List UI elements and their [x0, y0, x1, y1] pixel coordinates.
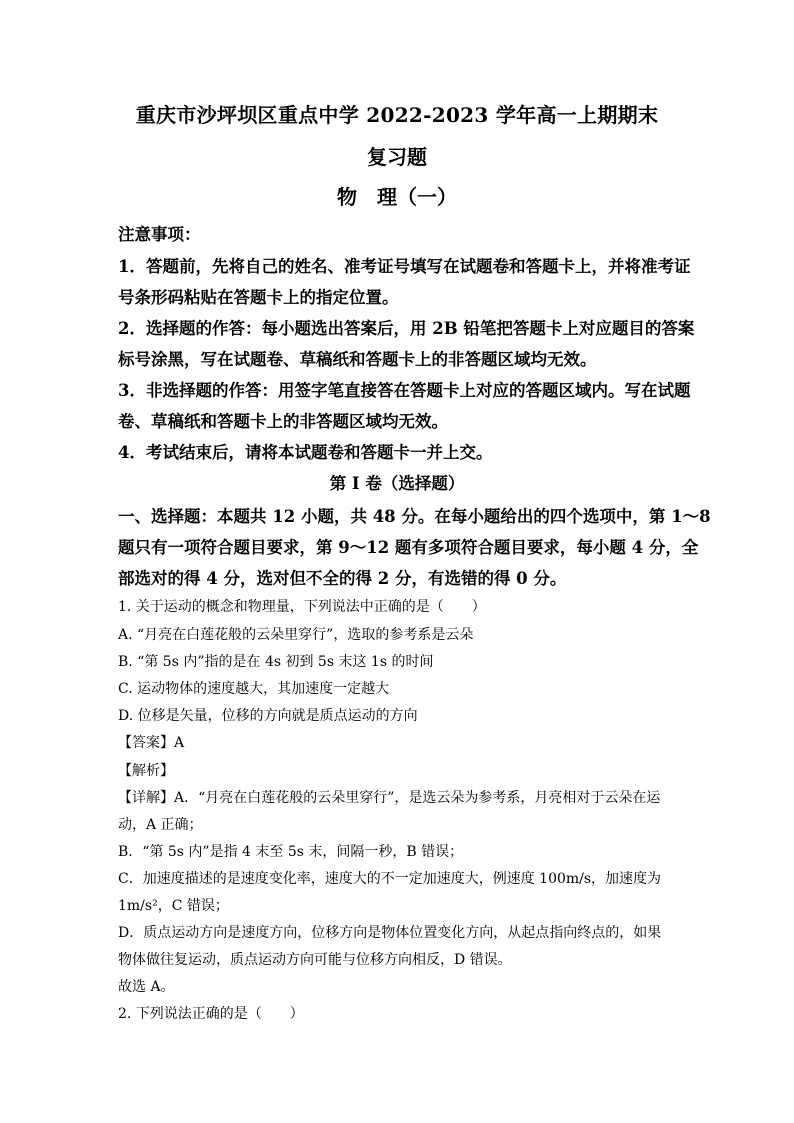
detail-line: 【详解】A．“月亮在白莲花般的云朵里穿行”，是选云朵为参考系，月亮相对于云朵在运	[118, 790, 661, 806]
notice-heading: 注意事项：	[118, 225, 201, 244]
question-1-option-b: B. “第 5s 内”指的是在 4s 初到 5s 末这 1s 的时间	[118, 654, 434, 670]
detail-line: C．加速度描述的是速度变化率，速度大的不一定加速度大，例速度 100m/s，加速度为	[118, 871, 662, 887]
notice-line: 1．答题前，先将自己的姓名、准考证号填写在试题卷和答题卡上，并将准考证	[118, 257, 691, 276]
notice-line: 2．选择题的作答：每小题选出答案后，用 2B 铅笔把答题卡上对应题目的答案	[118, 319, 695, 338]
subject-title: 物 理（一）	[337, 185, 457, 209]
question-1-option-d: D. 位移是矢量，位移的方向就是质点运动的方向	[118, 708, 418, 724]
section-instruction: 一、选择题：本题共 12 小题，共 48 分。在每小题给出的四个选项中，第 1～8	[118, 507, 711, 526]
detail-line: 故选 A。	[118, 979, 175, 995]
analysis-label: 【解析】	[118, 763, 174, 779]
exam-title: 重庆市沙坪坝区重点中学 2022-2023 学年高一上期期末	[135, 103, 659, 127]
exam-title-line2: 复习题	[367, 145, 427, 169]
question-1-option-a: A. “月亮在白莲花般的云朵里穿行”，选取的参考系是云朵	[118, 627, 474, 643]
notice-line: 卷、草稿纸和答题卡上的非答题区域均无效。	[118, 412, 448, 431]
notice-line: 3．非选择题的作答：用签字笔直接答在答题卡上对应的答题区域内。写在试题	[118, 381, 691, 400]
detail-line: 1m/s²，C 错误；	[118, 898, 229, 914]
section-instruction: 部选对的得 4 分，选对但不全的得 2 分，有选错的得 0 分。	[118, 569, 567, 588]
notice-line: 4．考试结束后，请将本试题卷和答题卡一并上交。	[118, 443, 493, 462]
detail-line: B．“第 5s 内”是指 4 末至 5s 末，间隔一秒，B 错误；	[118, 844, 464, 860]
notice-line: 号条形码粘贴在答题卡上的指定位置。	[118, 288, 399, 307]
detail-line: D．质点运动方向是速度方向，位移方向是物体位置变化方向，从起点指向终点的，如果	[118, 925, 662, 941]
answer-label: 【答案】A	[118, 735, 185, 751]
notice-line: 标号涂黑，写在试题卷、草稿纸和答题卡上的非答题区域均无效。	[118, 350, 597, 369]
detail-line: 动，A 正确；	[118, 817, 203, 833]
section-instruction: 题只有一项符合题目要求，第 9～12 题有多项符合题目要求，每小题 4 分，全	[118, 538, 699, 557]
volume-heading: 第 I 卷（选择题）	[329, 474, 465, 493]
question-2-stem: 2. 下列说法正确的是（ ）	[118, 1006, 304, 1022]
detail-line: 物体做往复运动，质点运动方向可能与位移方向相反，D 错误。	[118, 952, 512, 968]
question-1-stem: 1. 关于运动的概念和物理量，下列说法中正确的是（ ）	[118, 599, 486, 615]
question-1-option-c: C. 运动物体的速度越大，其加速度一定越大	[118, 681, 390, 697]
